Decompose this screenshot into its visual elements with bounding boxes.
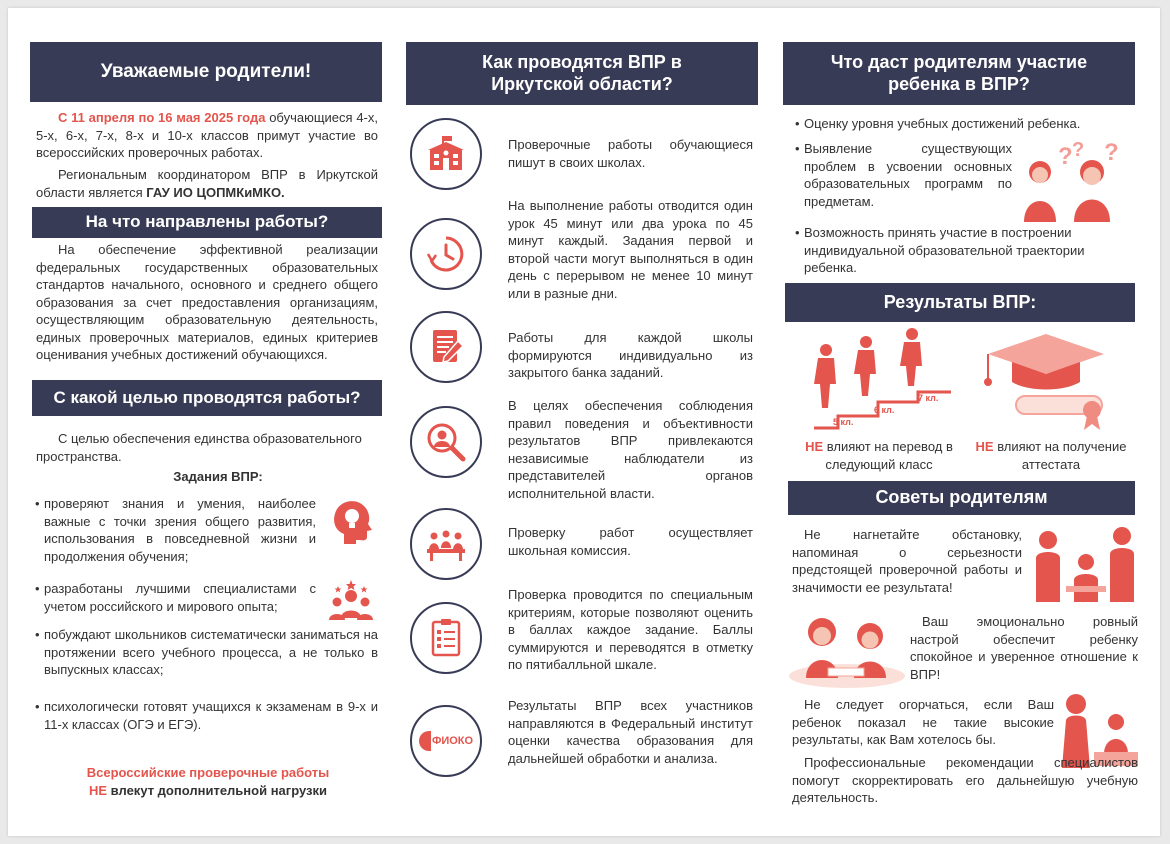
how-item-text: Результаты ВПР всех участников направляются в Федеральный институт оценки качества образования для дальнейшей обработки и анализа. — [508, 698, 753, 766]
confused-kids-illustration — [1012, 138, 1132, 222]
results-header — [785, 283, 1135, 322]
magnifier-person-icon — [424, 420, 468, 464]
coordinator-paragraph — [36, 166, 378, 201]
goal-header — [32, 380, 382, 416]
document-pen-icon — [424, 325, 468, 369]
intro-rest: обучающиеся 4-х, 5-х, 6-х, 7-х, 8-х и 10-х классов примут участие во всероссийских проверочных работах. — [36, 110, 378, 160]
benefit-item: • Оценку уровня учебных достижений ребенка. — [804, 115, 1134, 133]
col1-header — [30, 42, 382, 102]
footer-line2-wrap — [48, 782, 368, 800]
advice-header — [788, 481, 1135, 515]
kids-studying-illustration — [788, 606, 906, 690]
goal-text: С целью обеспечения единства образовательного пространства. — [36, 431, 362, 464]
clock-icon-circle — [410, 218, 482, 290]
result2-ne: НЕ — [975, 439, 994, 454]
intro-paragraph — [36, 109, 378, 162]
col3-title: Что даст родителям участие ребенка в ВПР? — [830, 51, 1088, 94]
result1-ne: НЕ — [805, 439, 824, 454]
leaflet-sheet — [8, 8, 1160, 836]
advice-item: Профессиональные рекомендации специалистов помогут скорректировать его дальнейшую учебную деятельность. — [792, 755, 1138, 805]
svg-text:?: ? — [1072, 139, 1085, 161]
svg-text:?: ? — [1104, 139, 1119, 166]
footer-note — [48, 764, 368, 800]
specialists-icon — [324, 578, 378, 628]
step-label: 7 кл. — [918, 393, 939, 403]
benefit-item: • Выявление существующих проблем в усвоении основных образовательных программ по предметам. — [804, 140, 1012, 210]
step-label: 6 кл. — [874, 405, 895, 415]
fioko-mark-icon — [419, 731, 431, 751]
graduation-cap-illustration — [976, 330, 1126, 434]
checklist-icon-circle — [410, 602, 482, 674]
aim-header — [32, 207, 382, 238]
advice-title: Советы родителям — [875, 487, 1048, 508]
benefit-item: • Возможность принять участие в построении индивидуальной образовательной траектории ребенка. — [804, 224, 1136, 277]
document-pen-icon-circle — [410, 311, 482, 383]
advice-item: Ваш эмоционально ровный настрой обеспечит ребенку спокойное и уверенное отношение к ВПР! — [910, 614, 1138, 682]
results-title: Результаты ВПР: — [883, 291, 1037, 312]
col1-title: Уважаемые родители! — [100, 60, 312, 82]
how-item-text: Проверка проводится по специальным критериям, которые позволяют оценить в баллах каждое задание. Баллы суммируются и переводятся в отметку по пятибалльной шкале. — [508, 587, 753, 672]
result1-text: влияют на перевод в следующий класс — [823, 439, 953, 472]
task-item: • психологически готовят учащихся к экзаменам в 9-х и 11-х классах (ОГЭ и ЕГЭ). — [44, 698, 378, 733]
aim-title: На что направлены работы? — [85, 212, 329, 232]
col2-title: Как проводятся ВПР в Иркутской области? — [482, 51, 682, 94]
task-item: • проверяют знания и умения, наиболее важные с точки зрения общего развития, использования в повседневной жизни и продолжения обучения; — [44, 495, 316, 565]
aim-text: На обеспечение эффективной реализации федеральных государственных образовательных стандартов начального, основного и среднего общего образования за счет предоставления организациям, осуществляющим образовательную деятельность, единых проверочных материалов, единых критериев оценивания учебных достижений обучающихся. — [36, 242, 378, 362]
fioko-logo-circle — [410, 705, 482, 777]
magnifier-person-icon-circle — [410, 406, 482, 478]
footer-ne: НЕ — [89, 783, 108, 798]
advice-item: Не следует огорчаться, если Ваш ребенок показал не такие высокие результаты, как Вам хотелось бы. — [792, 697, 1054, 747]
family-illustration — [1030, 522, 1140, 602]
result2-text: влияют на получение аттестата — [993, 439, 1127, 472]
school-icon — [424, 132, 468, 176]
how-item-text: Проверку работ осуществляет школьная комиссия. — [508, 525, 753, 558]
footer-line1: Всероссийские проверочные работы — [86, 765, 330, 780]
svg-text:?: ? — [1058, 143, 1073, 170]
result-note-2 — [966, 438, 1136, 473]
result-note-1 — [800, 438, 958, 473]
clock-icon — [424, 232, 468, 276]
step-label: 5 кл. — [833, 417, 854, 427]
how-item-text: На выполнение работы отводится один урок 45 минут или два урока по 45 минут каждый. Задания первой и второй части могут выполняться в один день с перерывом не менее 10 минут или в разные дни. — [508, 198, 753, 301]
col3-header — [783, 42, 1135, 105]
col2-header — [406, 42, 758, 105]
how-item-text: Проверочные работы обучающиеся пишут в своих школах. — [508, 137, 753, 170]
tasks-title: Задания ВПР: — [173, 469, 263, 484]
coordinator-text: Региональным координатором ВПР в Иркутской области является — [36, 167, 378, 200]
intro-date: С 11 апреля по 16 мая 2025 года — [58, 110, 266, 125]
fioko-logo: ФИОКО — [431, 735, 474, 747]
goal-title: С какой целью проводятся работы? — [53, 387, 361, 407]
checklist-icon — [424, 616, 468, 660]
commission-icon-circle — [410, 508, 482, 580]
school-icon-circle — [410, 118, 482, 190]
lightbulb-head-icon — [324, 494, 378, 548]
coordinator-org: ГАУ ИО ЦОПМКиМКО. — [146, 184, 285, 200]
task-item: • разработаны лучшими специалистами с учетом российского и мирового опыта; — [44, 580, 316, 615]
how-item-text: Работы для каждой школы формируются индивидуально из закрытого банка заданий. — [508, 330, 753, 380]
commission-icon — [424, 522, 468, 566]
how-item-text: В целях обеспечения соблюдения правил поведения и объективности результатов ВПР привлекаются независимые наблюдатели из представителей органов исполнительной власти. — [508, 398, 753, 501]
footer-line2: влекут дополнительной нагрузки — [107, 783, 327, 798]
task-item: • побуждают школьников систематически заниматься на протяжении всего учебного процесса, а не только в выпускных классах; — [44, 626, 378, 679]
advice-item: Не нагнетайте обстановку, напоминая о серьезности предстоящей проверочной работы и значимости ее результата! — [792, 527, 1022, 595]
